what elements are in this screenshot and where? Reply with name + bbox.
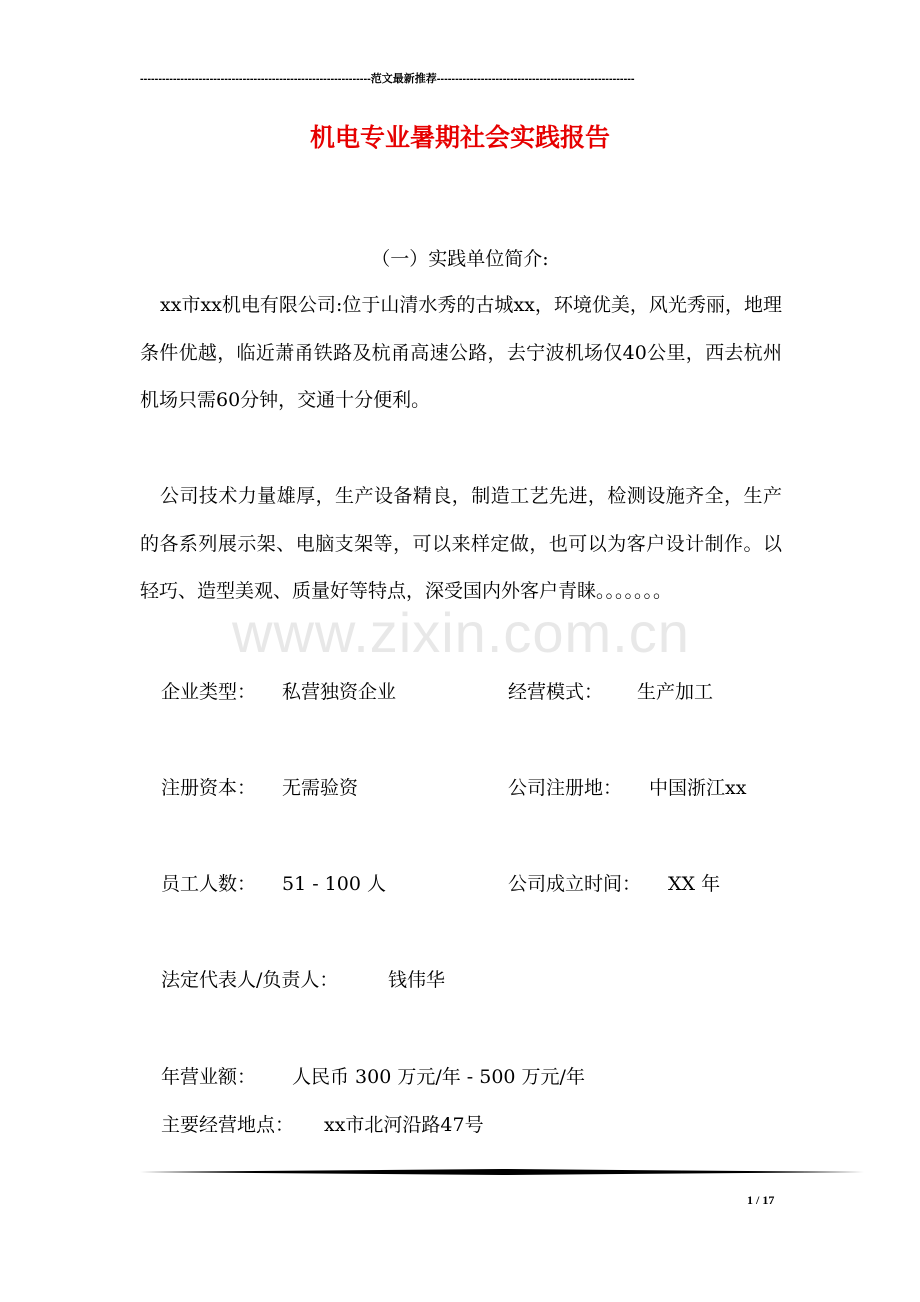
info-row-address [140, 1110, 790, 1140]
page-header-banner: ---------------------------------------------------------------范文最新推荐------------------------------------------------------ [140, 73, 635, 85]
business-model-label: 经营模式： [508, 681, 604, 703]
info-row-legal-rep [140, 965, 790, 995]
registered-capital-value: 无需验资 [282, 777, 359, 799]
enterprise-type-value: 私营独资企业 [282, 681, 397, 703]
document-title: 机电专业暑期社会实践报告 [309, 123, 610, 152]
registered-capital-label: 注册资本： [161, 777, 257, 799]
legal-rep-label: 法定代表人/负责人： [161, 969, 339, 991]
employee-count-value: 51 - 100 人 [282, 873, 386, 895]
main-address-value: xx市北河沿路47号 [324, 1114, 484, 1136]
enterprise-type-label: 企业类型： [161, 681, 257, 703]
annual-revenue-value: 人民币 300 万元/年 - 500 万元/年 [292, 1066, 585, 1088]
info-row-capital [140, 773, 790, 803]
registered-location-label: 公司注册地： [508, 777, 623, 799]
company-strength-paragraph: 公司技术力量雄厚，生产设备精良，制造工艺先进，检测设施齐全，生产的各系列展示架、电脑支架等，可以来样定做，也可以为客户设计制作。以轻巧、造型美观、质量好等特点，深受国内外客户青睐。。。。。。。 [140, 485, 782, 602]
legal-rep-value: 钱伟华 [388, 969, 446, 991]
info-row-type [140, 677, 790, 707]
founded-time-label: 公司成立时间： [508, 873, 642, 895]
info-row-staff [140, 869, 790, 899]
business-model-value: 生产加工 [637, 681, 714, 703]
watermark: www.zixin.com.cn [232, 601, 690, 664]
registered-location-value: 中国浙江xx [649, 777, 747, 799]
section-heading: （一）实践单位简介: [371, 248, 549, 270]
main-address-label: 主要经营地点： [161, 1114, 295, 1136]
company-intro-paragraph: xx市xx机电有限公司:位于山清水秀的古城xx，环境优美，风光秀丽，地理条件优越，临近萧甬铁路及杭甬高速公路，去宁波机场仅40公里，西去杭州机场只需60分钟，交通十分便利。 [140, 294, 782, 411]
annual-revenue-label: 年营业额： [161, 1066, 257, 1088]
employee-count-label: 员工人数： [161, 873, 257, 895]
founded-time-value: XX 年 [668, 873, 721, 895]
info-row-revenue [140, 1062, 790, 1092]
page-number: 1 / 17 [747, 1193, 775, 1207]
footer-divider [140, 1169, 864, 1175]
